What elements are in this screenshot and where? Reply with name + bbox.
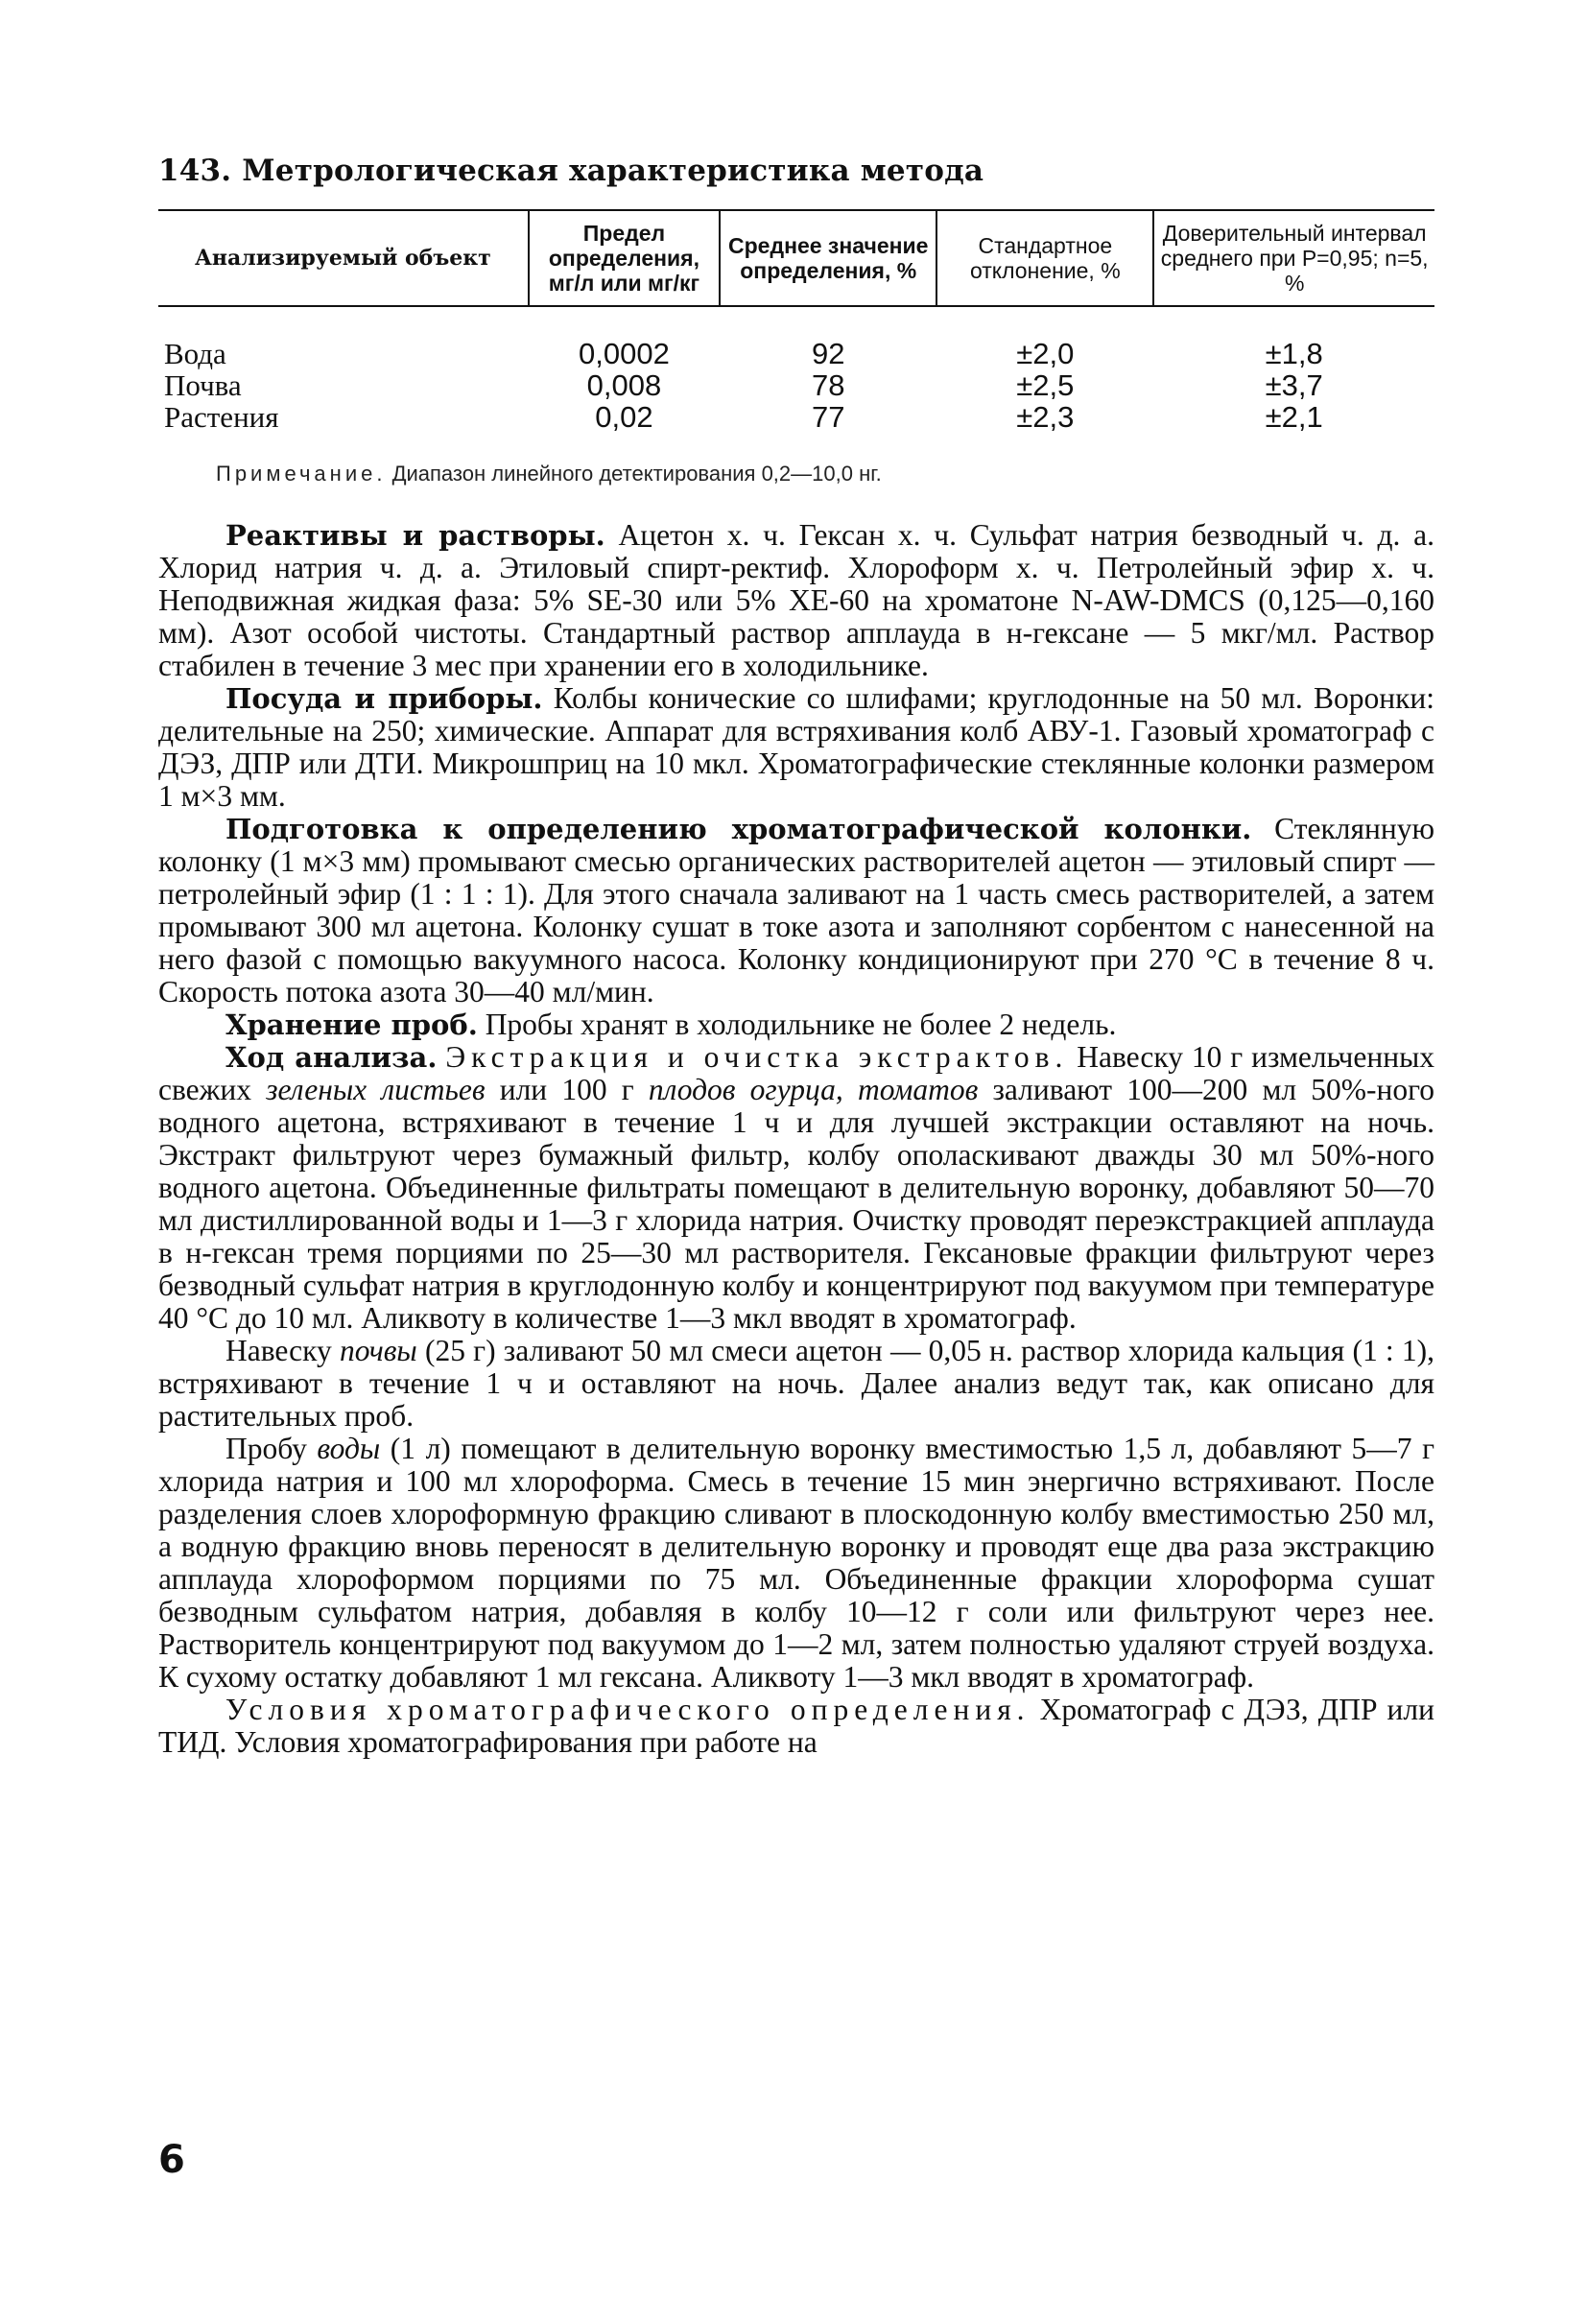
paragraph-column bbox=[158, 813, 1434, 1008]
text-water-2: (1 л) помещают в делительную воронку вместимостью 1,5 л, добавляют 5—7 г хлорида натрия и 100 мл хлороформа. Смесь в течение 15 мин энергично встряхивают. После разделения слоев хлороформную фракцию сливают в плоскодонную колбу вместимостью 250 мл, а водную фракцию вновь переносят в делительную воронку и проводят еще два раза экстракцию апплауда хлороформом порциями по 75 мл. Объединенные фракции хлороформа сушат безводным сульфатом натрия, добавляя в колбу 10—12 г соли или фильтруют через нее. Растворитель концентрируют под вакуумом до 1—2 мл, затем полностью удаляют струей воздуха. К сухому остатку добавляют 1 мл гексана. Аликвоту 1—3 мкл вводят в хроматограф. bbox=[158, 1432, 1435, 1694]
paragraph-water bbox=[158, 1433, 1434, 1694]
cell-mean: 92 bbox=[811, 337, 845, 370]
cell-limit: 0,008 bbox=[586, 368, 662, 402]
paragraph-conditions bbox=[158, 1694, 1434, 1759]
paragraph-analysis bbox=[158, 1041, 1434, 1335]
table-title: 143. Метрологическая характеристика метода bbox=[158, 154, 984, 188]
cell-ci: ±1,8 bbox=[1265, 337, 1323, 370]
cell-sd: ±2,3 bbox=[1016, 400, 1075, 434]
header-object: Анализируемый объект bbox=[158, 210, 529, 306]
heading-storage: Хранение проб. bbox=[225, 1008, 478, 1041]
cell-limit: 0,0002 bbox=[579, 337, 670, 370]
cell-ci: ±2,1 bbox=[1265, 400, 1323, 434]
method-body bbox=[158, 519, 1434, 1759]
cell-mean: 78 bbox=[811, 368, 845, 402]
heading-analysis: Ход анализа. bbox=[225, 1041, 438, 1074]
header-limit: Предел определения, мг/л или мг/кг bbox=[529, 210, 721, 306]
cell-mean: 77 bbox=[811, 400, 845, 434]
text-analysis-italic-1: зеленых листьев bbox=[266, 1073, 486, 1106]
heading-equipment: Посуда и приборы. bbox=[225, 682, 543, 715]
cell-sd: ±2,0 bbox=[1016, 337, 1075, 370]
table-header-row bbox=[158, 210, 1434, 306]
page-number: 6 bbox=[158, 2138, 185, 2182]
table-row bbox=[158, 369, 1434, 401]
text-soil-1: Навеску bbox=[225, 1334, 332, 1367]
header-ci: Доверительный интервал среднего при P=0,95; n=5, % bbox=[1153, 210, 1434, 306]
table-row bbox=[158, 306, 1434, 369]
text-analysis-1: Навеску 10 г измельченных свежих bbox=[158, 1040, 1435, 1106]
text-analysis-2: или 100 г bbox=[499, 1073, 634, 1106]
text-analysis-3: заливают 100—200 мл 50%-ного водного ацетона, встряхивают в течение 1 ч и для лучшей экстракции оставляют на ночь. Экстракт фильтруют через бумажный фильтр, колбу ополаскивают дважды 30 мл 50%-ного водного ацетона. Объединенные фильтраты помещают в делительную воронку, добавляют 50—70 мл дистиллированной воды и 1—3 г хлорида натрия. Очистку проводят переэкстракцией апплауда в н-гексан тремя порциями по 25—30 мл растворителя. Гексановые фракции фильтруют через безводный сульфат натрия в круглодонную колбу и концентрируют под вакуумом при температуре 40 °С до 10 мл. Аликвоту в количестве 1—3 мкл вводят в хроматограф. bbox=[158, 1073, 1434, 1335]
header-sd: Стандартное отклонение, % bbox=[936, 210, 1153, 306]
text-water-1: Пробу bbox=[225, 1432, 307, 1465]
table-row bbox=[158, 401, 1434, 433]
text-soil-italic: почвы bbox=[340, 1334, 417, 1367]
metrology-table bbox=[158, 209, 1434, 433]
cell-sd: ±2,5 bbox=[1016, 368, 1075, 402]
text-conditions: Хроматограф с ДЭЗ, ДПР или ТИД. Условия хроматографирования при работе на bbox=[158, 1693, 1434, 1759]
heading-column: Подготовка к определению хроматографической колонки. bbox=[225, 813, 1252, 845]
cell-ci: ±3,7 bbox=[1265, 368, 1323, 402]
text-equipment: Колбы конические со шлифами; круглодонные на 50 мл. Воронки: делительные на 250; химические. Аппарат для встряхивания колб АВУ-1. Газовый хроматограф с ДЭЗ, ДПР или ДТИ. Микрошприц на 10 мкл. Хроматографические стеклянные колонки размером 1 м×3 мм. bbox=[158, 681, 1435, 813]
cell-object: Почва bbox=[164, 368, 242, 402]
paragraph-storage bbox=[158, 1008, 1434, 1041]
text-analysis-italic-2: плодов огурца, томатов bbox=[648, 1073, 979, 1106]
note-text: Диапазон линейного детектирования 0,2—10,0 нг. bbox=[391, 462, 882, 486]
page-content bbox=[158, 144, 1434, 1759]
paragraph-soil bbox=[158, 1335, 1434, 1433]
note-label: Примечание. bbox=[216, 462, 387, 486]
cell-object: Вода bbox=[164, 337, 226, 370]
text-storage: Пробы хранят в холодильнике не более 2 недель. bbox=[485, 1008, 1117, 1041]
cell-limit: 0,02 bbox=[595, 400, 653, 434]
table-note bbox=[216, 462, 1434, 486]
paragraph-equipment bbox=[158, 682, 1434, 813]
text-water-italic: воды bbox=[317, 1432, 381, 1465]
subheading-extraction: Экстракция и очистка экстрактов. bbox=[445, 1040, 1069, 1074]
heading-reagents: Реактивы и растворы. bbox=[225, 519, 605, 552]
paragraph-reagents bbox=[158, 519, 1434, 682]
heading-conditions: Условия хроматографического определения. bbox=[225, 1693, 1031, 1726]
header-mean: Среднее значение определения, % bbox=[720, 210, 936, 306]
text-reagents: Ацетон х. ч. Гексан х. ч. Сульфат натрия безводный ч. д. а. Хлорид натрия ч. д. а. Этиловый спирт-ректиф. Хлороформ х. ч. Петролейный эфир х. ч. Неподвижная жидкая фаза: 5% SE-30 или 5% XE-60 на хроматоне N-AW-DMCS (0,125—0,160 мм). Азот особой чистоты. Стандартный раствор апплауда в н-гексане — 5 мкг/мл. Раствор стабилен в течение 3 мес при хранении его в холодильнике. bbox=[158, 518, 1435, 682]
text-soil-2: (25 г) заливают 50 мл смеси ацетон — 0,05 н. раствор хлорида кальция (1 : 1), встряхивают в течение 1 ч и оставляют на ночь. Далее анализ ведут так, как описано для растительных проб. bbox=[158, 1334, 1435, 1433]
text-column: Стеклянную колонку (1 м×3 мм) промывают смесью органических растворителей ацетон — этиловый спирт — петролейный эфир (1 : 1 : 1). Для этого сначала заливают на 1 часть смесь растворителей, а затем промывают 300 мл ацетона. Колонку сушат в токе азота и заполняют сорбентом с нанесенной на него фазой с помощью вакуумного насоса. Колонку кондиционируют при 270 °С в течение 8 ч. Скорость потока азота 30—40 мл/мин. bbox=[158, 812, 1434, 1008]
cell-object: Растения bbox=[164, 400, 279, 434]
